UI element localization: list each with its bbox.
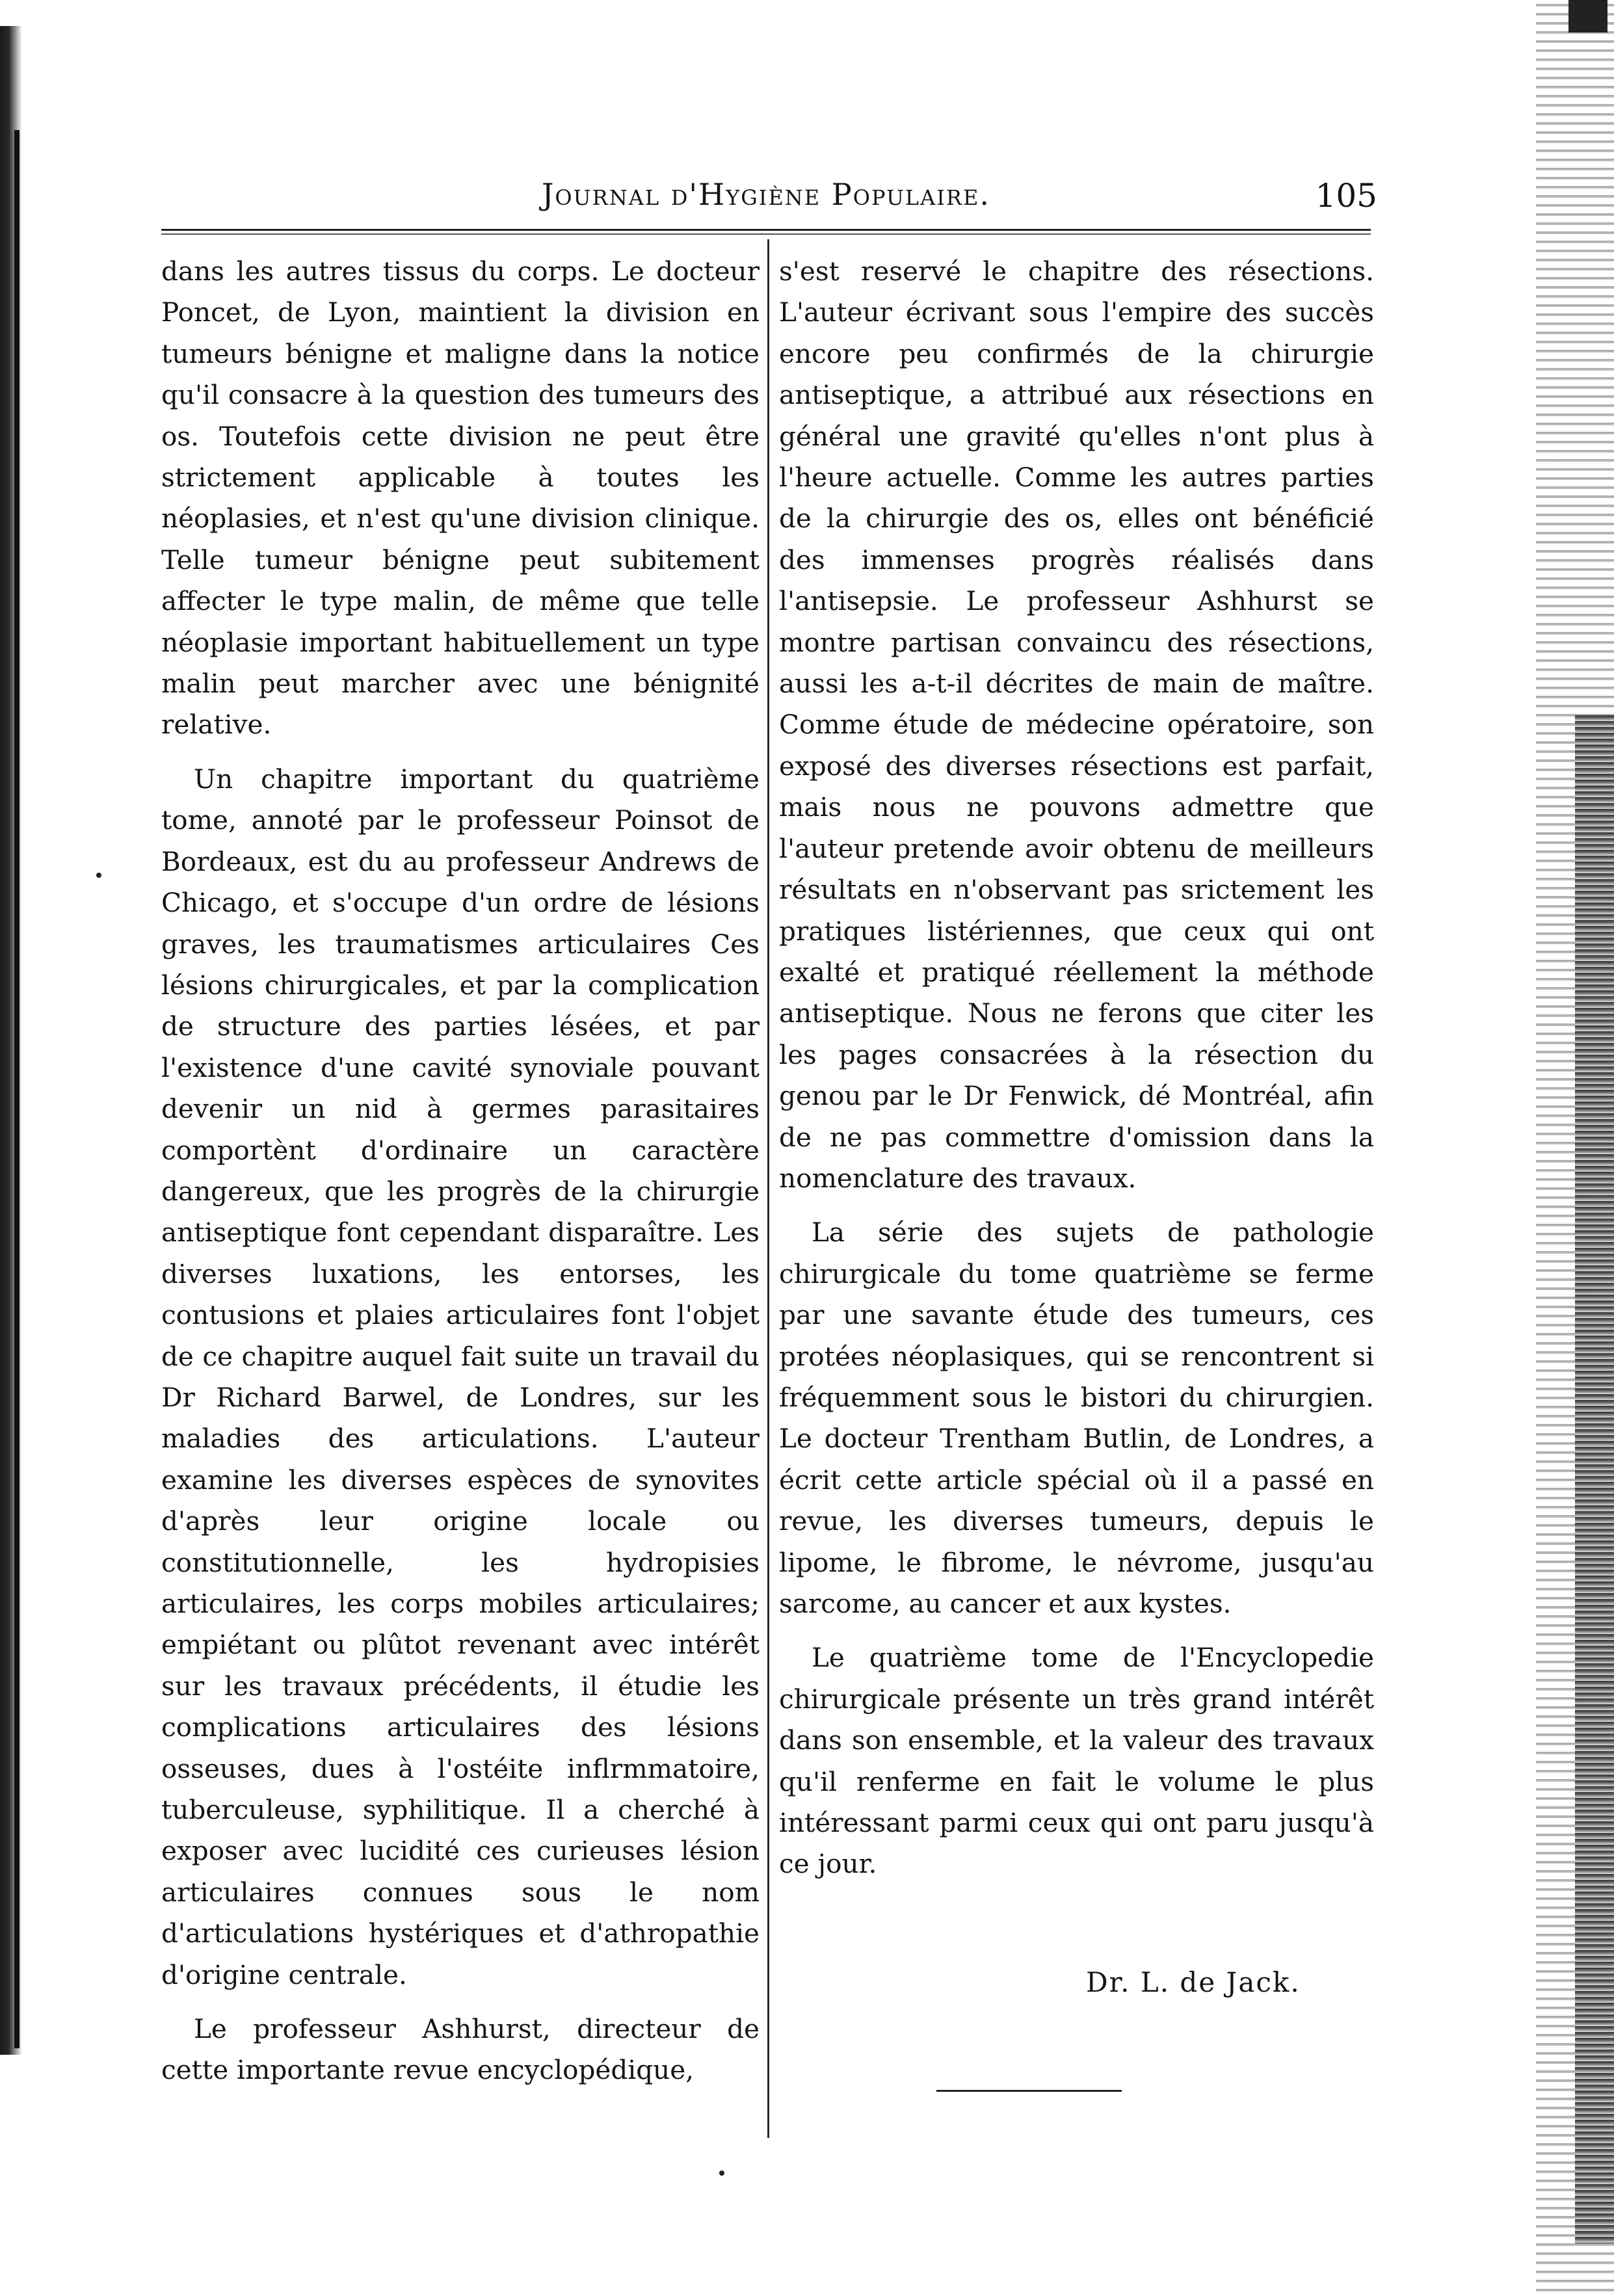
right-paragraph-1: s'est reservé le chapitre des résections. L'auteur écrivant sous l'empire des succès encore peu confirmés de la chirurgie antiseptique, a attribué aux résections en général une gravité qu'elles n'ont plus à l'heure actuelle. Comme les autres parties de la chirurgie des os, elles ont bénéficié des immenses progrès réalisés dans l'antisepsie. Le professeur Ashhurst se montre partisan convaincu des résections, aussi les a-t-il décrites de main de maître. Comme étude de médecine opératoire, son exposé des diverses résections est parfait, mais nous ne pouvons admettre que l'auteur pretende avoir obtenu de meilleurs résultats en n'observant pas srictement les pratiques listériennes, que ceux qui ont exalté et pratiqué réellement la méthode antiseptique. Nous ne ferons que citer les les pages consacrées à la résection du genou par le Dr Fenwick, dé Montréal, afin de ne pas commettre d'omission dans la nomenclature des travaux. — [779, 256, 1374, 1194]
left-paragraph-2: Un chapitre important du quatrième tome, annoté par le professeur Poinsot de Bordeaux, est du au professeur Andrews de Chicago, et s'occupe d'un ordre de lésions graves, les traumatismes articulaires Ces lésions chirurgicales, et par la complication de structure des parties lésées, et par l'existence d'une cavité synoviale pouvant devenir un nid à germes parasitaires comportènt d'ordinaire un caractère dangereux, que les progrès de la chirurgie antiseptique font cependant disparaître. Les diverses luxations, les entorses, les contusions et plaies articulaires font l'objet de ce chapitre auquel fait suite un travail du Dr Richard Barwel, de Londres, sur les maladies des articulations. L'auteur examine les diverses espèces de synovites d'après leur origine locale ou constitutionnelle, les hydropisies articulaires, les corps mobiles articulaires; empiétant ou plûtot revenant avec intérêt sur les travaux précédents, il étudie les complications articulaires des lésions osseuses, dues à l'ostéite inflrmmatoire, tuberculeuse, syphilitique. Il a cherché à exposer avec lucidité ces curieuses lésion articulaires connues sous le nom d'articulations hystériques et d'athropathie d'origine centrale. — [161, 763, 760, 1990]
end-rule — [936, 2090, 1122, 2092]
left-paragraph-3: Le professeur Ashhurst, directeur de cette importante revue encyclopédique, — [161, 2013, 760, 2086]
right-column — [779, 251, 1374, 1898]
ink-speck — [719, 2171, 724, 2176]
scan-binding-line — [14, 130, 20, 2048]
left-column — [161, 251, 760, 2104]
scan-corner-mark — [1568, 0, 1607, 33]
page-number: 105 — [1315, 177, 1377, 215]
column-divider — [767, 239, 769, 2138]
running-title: Journal d'Hygiène Populaire. — [541, 177, 990, 212]
right-paragraph-2: La série des sujets de pathologie chirurgicale du tome quatrième se ferme par une savante étude des tumeurs, ces protées néoplasiques, qui se rencontrent si fréquemment sous le bistori du chirurgien. Le docteur Trentham Butlin, de Londres, a écrit cette article spécial où il a passé en revue, les diverses tumeurs, depuis le lipome, le fibrome, le névrome, jusqu'au sarcome, au cancer et aux kystes. — [779, 1217, 1374, 1619]
page-header — [155, 177, 1377, 229]
ink-speck — [96, 873, 101, 878]
right-paragraph-3: Le quatrième tome de l'Encyclopedie chirurgicale présente un très grand intérêt dans son ensemble, et la valeur des travaux qu'il renferme en fait le volume le plus intéressant parmi ceux qui ont paru jusqu'à ce jour. — [779, 1642, 1374, 1880]
header-rule — [161, 229, 1371, 235]
left-paragraph-1: dans les autres tissus du corps. Le docteur Poncet, de Lyon, maintient la division en tumeurs bénigne et maligne dans la notice qu'il consacre à la question des tumeurs des os. Toutefois cette division ne peut être strictement applicable à toutes les néoplasies, et n'est qu'une division clinique. Telle tumeur bénigne peut subitement affecter le type malin, de même que telle néoplasie important habituellement un type malin peut marcher avec une bénignité relative. — [161, 256, 760, 741]
scan-edge-right-shadow — [1575, 715, 1614, 2243]
author-signature: Dr. L. de Jack. — [1086, 1966, 1301, 1998]
